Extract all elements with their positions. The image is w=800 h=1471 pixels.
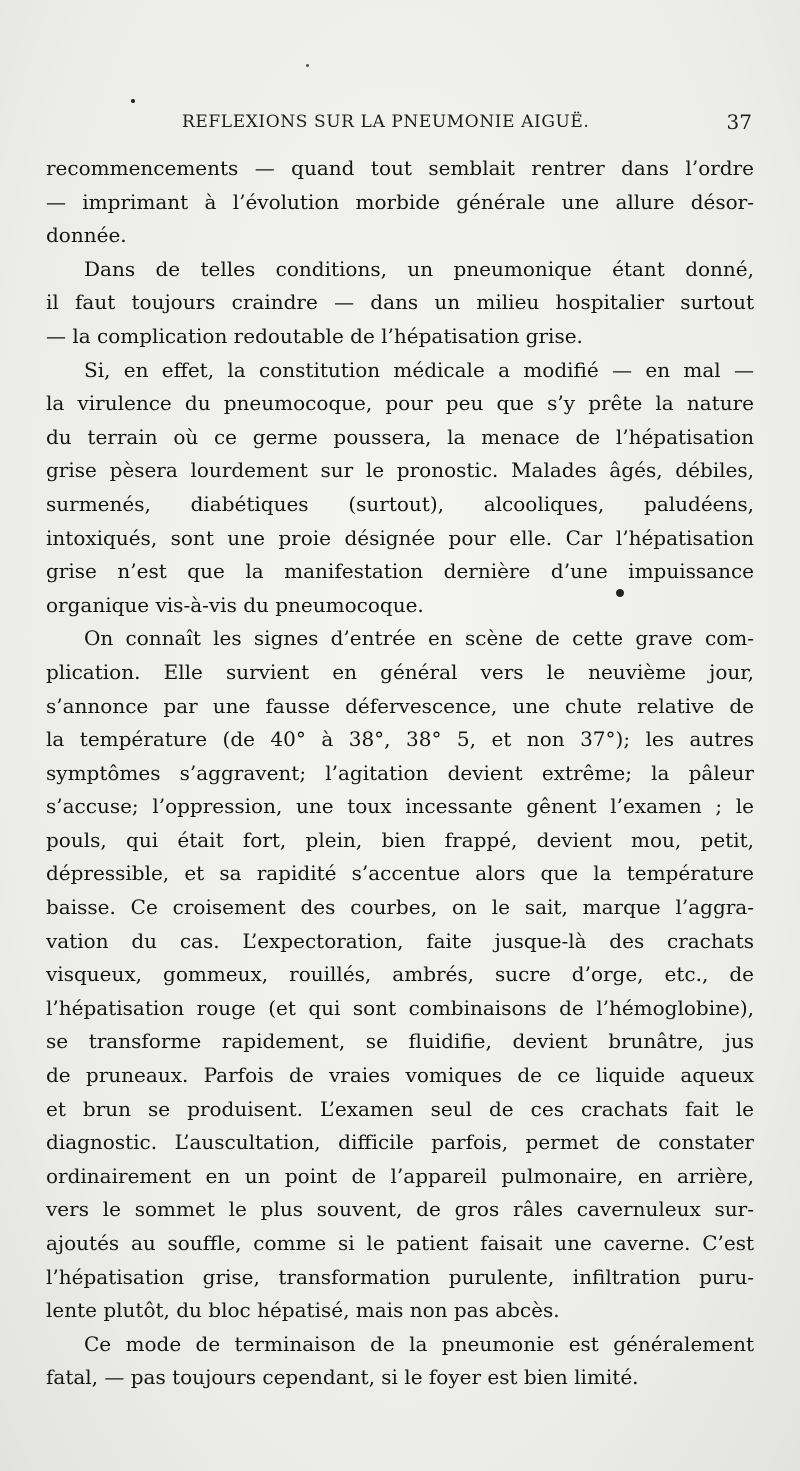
text-line: vers le sommet le plus souvent, de gros râles cavernuleux sur- bbox=[46, 1197, 754, 1222]
text-line: se transforme rapidement, se fluidifie, devient brunâtre, jus bbox=[46, 1029, 754, 1054]
text-line: la température (de 40° à 38°, 38° 5, et non 37°); les autres bbox=[46, 727, 754, 752]
text-line: ajoutés au souffle, comme si le patient faisait une caverne. C’est bbox=[46, 1231, 754, 1255]
text-line: Ce mode de terminaison de la pneumonie est généralement bbox=[84, 1331, 754, 1356]
text-line: lente plutôt, du bloc hépatisé, mais non pas abcès. bbox=[46, 1298, 560, 1323]
text-line: l’hépatisation rouge (et qui sont combinaisons de l’hémoglobine), bbox=[46, 995, 754, 1020]
text-line: — la complication redoutable de l’hépatisation grise. bbox=[46, 323, 583, 348]
text-line: Si, en effet, la constitution médicale a modifié — en mal — bbox=[84, 357, 754, 382]
text-line: symptômes s’aggravent; l’agitation devient extrême; la pâleur bbox=[46, 760, 754, 785]
text-line: l’hépatisation grise, transformation purulente, infiltration puru- bbox=[46, 1264, 754, 1289]
text-line: vation du cas. L’expectoration, faite jusque-là des crachats bbox=[46, 928, 754, 953]
ink-speck bbox=[306, 64, 309, 67]
text-line: grise pèsera lourdement sur le pronostic. Malades âgés, débiles, bbox=[46, 458, 754, 483]
text-line: s’annonce par une fausse défervescence, une chute relative de bbox=[46, 693, 754, 718]
text-line: surmenés, diabétiques (surtout), alcooliques, paludéens, bbox=[46, 491, 754, 516]
text-line: la virulence du pneumocoque, pour peu que s’y prête la nature bbox=[46, 391, 754, 416]
text-line: baisse. Ce croisement des courbes, on le sait, marque l’aggra- bbox=[46, 895, 754, 920]
text-line: pouls, qui était fort, plein, bien frappé, devient mou, petit, bbox=[46, 827, 754, 852]
text-line: Dans de telles conditions, un pneumonique étant donné, bbox=[84, 256, 754, 281]
text-line: il faut toujours craindre — dans un milieu hospitalier surtout bbox=[46, 290, 754, 315]
text-line: organique vis-à-vis du pneumocoque. bbox=[46, 592, 424, 617]
text-line: dépressible, et sa rapidité s’accentue alors que la température bbox=[46, 861, 754, 886]
text-line: fatal, — pas toujours cependant, si le foyer est bien limité. bbox=[46, 1365, 639, 1390]
text-line: intoxiqués, sont une proie désignée pour elle. Car l’hépatisation bbox=[46, 525, 754, 550]
text-line: et brun se produisent. L’examen seul de ces crachats fait le bbox=[46, 1096, 754, 1121]
page-number: 37 bbox=[726, 110, 752, 134]
ink-speck bbox=[616, 589, 624, 597]
text-line: du terrain où ce germe poussera, la menace de l’hépatisation bbox=[46, 424, 754, 449]
text-line: On connaît les signes d’entrée en scène de cette grave com- bbox=[84, 626, 754, 651]
ink-speck bbox=[131, 99, 135, 103]
running-title: REFLEXIONS SUR LA PNEUMONIE AIGUË. bbox=[182, 112, 590, 132]
text-line: ordinairement en un point de l’appareil pulmonaire, en arrière, bbox=[46, 1163, 754, 1188]
page-header bbox=[0, 112, 800, 142]
text-line: grise n’est que la manifestation dernière d’une impuissance bbox=[46, 559, 754, 584]
text-line: de pruneaux. Parfois de vraies vomiques de ce liquide aqueux bbox=[46, 1063, 754, 1088]
text-line: plication. Elle survient en général vers le neuvième jour, bbox=[46, 659, 754, 684]
text-line: — imprimant à l’évolution morbide générale une allure désor- bbox=[46, 189, 754, 214]
text-line: diagnostic. L’auscultation, difficile parfois, permet de constater bbox=[46, 1130, 754, 1155]
text-line: donnée. bbox=[46, 223, 127, 248]
text-line: recommencements — quand tout semblait rentrer dans l’ordre bbox=[46, 156, 754, 180]
text-line: visqueux, gommeux, rouillés, ambrés, sucre d’orge, etc., de bbox=[46, 962, 754, 987]
text-line: s’accuse; l’oppression, une toux incessante gênent l’examen ; le bbox=[46, 794, 754, 819]
body-text bbox=[46, 152, 754, 1395]
